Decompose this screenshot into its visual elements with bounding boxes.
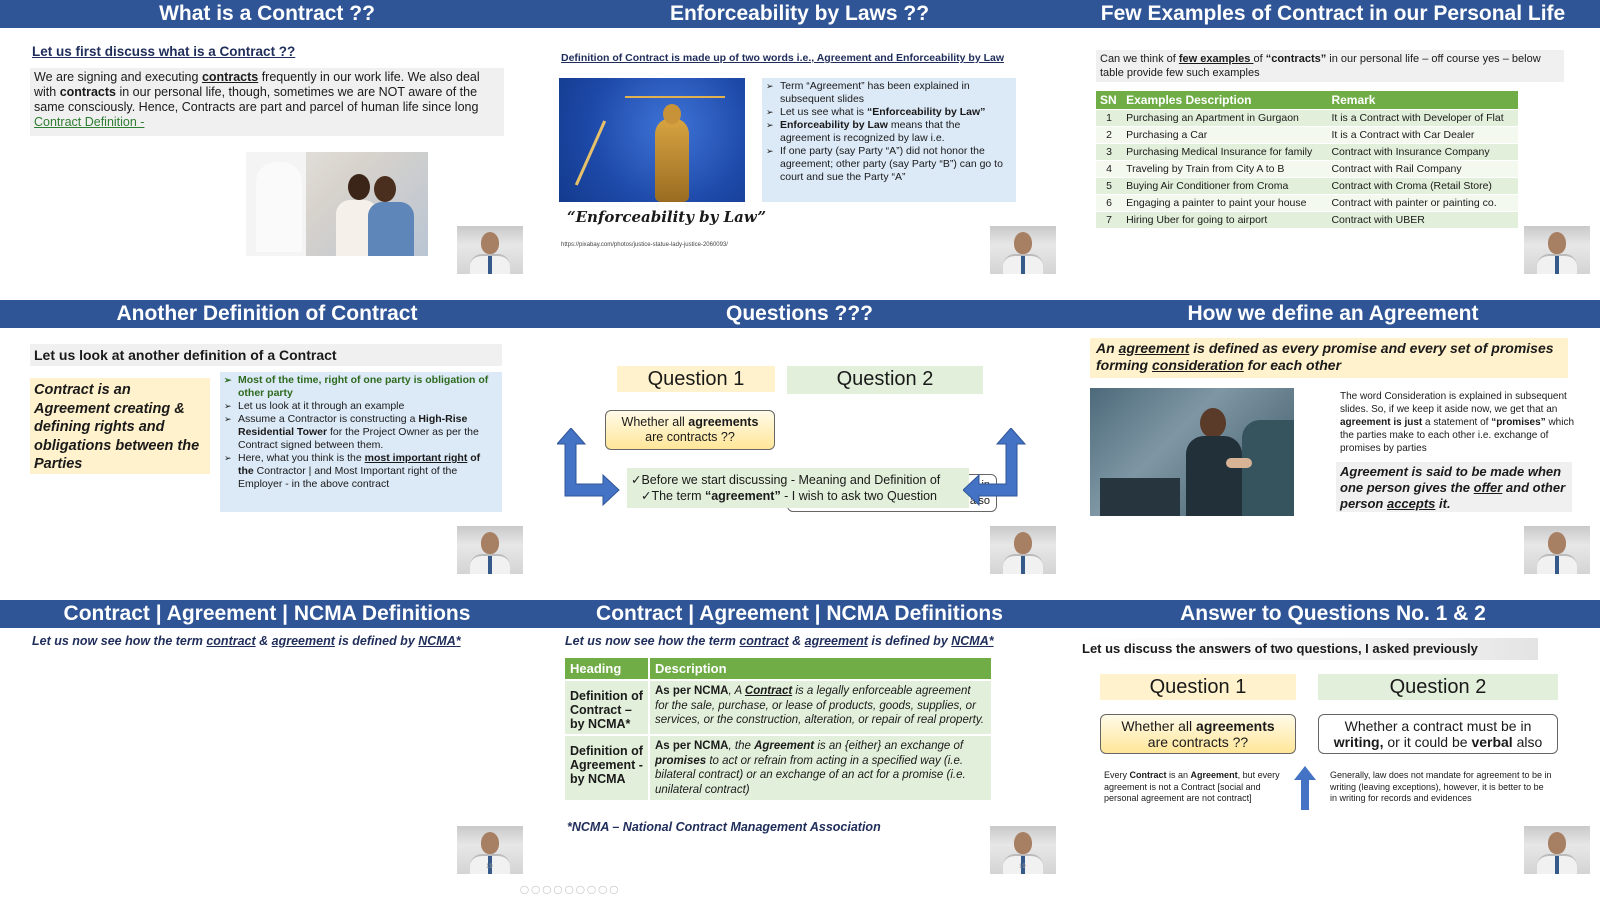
presenter-thumbnail (1524, 526, 1590, 574)
table-row: 7 Hiring Uber for going to airport Contract with UBER (1096, 212, 1518, 229)
bullet-item: ➢ Enforceability by Law means that the agreement is recognized by law i.e. (766, 119, 1012, 145)
column-header: SN (1096, 91, 1122, 110)
slide-title: Few Examples of Contract in our Personal Life (1066, 0, 1600, 28)
couple-keys-photo (246, 152, 428, 256)
bullet-item: ➢ Term “Agreement” has been explained in subsequent slides (766, 80, 1012, 106)
question-2-label: Question 2 (1318, 674, 1558, 700)
bullet-item: ➢ Let us see what is “Enforceability by Law” (766, 106, 1012, 119)
slide-title: How we define an Agreement (1066, 300, 1600, 328)
agreement-definition: An agreement is defined as every promise and every set of promises forming consideration for each other (1090, 338, 1568, 378)
ncma-footnote: *NCMA – National Contract Management Association (567, 820, 881, 834)
table-row: 5 Buying Air Conditioner from Croma Contract with Croma (Retail Store) (1096, 178, 1518, 195)
presenter-thumbnail (1524, 826, 1590, 874)
presenter-thumbnail (1524, 226, 1590, 274)
presenter-thumbnail (990, 526, 1056, 574)
image-source-url[interactable]: https://pixabay.com/photos/justice-statue-lady-justice-2060093/ (561, 242, 728, 248)
bullet-item: ➢ Let us look at it through an example (224, 400, 498, 413)
table-row: Definition of Agreement - by NCMA As per NCMA, the Agreement is an {either} an exchange of promises to act or refrain from acting in a specified way (i.e. bilateral contract) or an exchange of an act for a promise (i.e. unilateral contract) (565, 735, 992, 801)
table-row: 2 Purchasing a Car It is a Contract with Car Dealer (1096, 127, 1518, 144)
bullet-item: ➢ Most of the time, right of one party is obligation of other party (224, 374, 498, 400)
slide-number: 19 (1019, 864, 1026, 870)
bullet-item: ➢ Here, what you think is the most important right of the Contractor | and Most Important right of the Employer - in the above contract (224, 452, 498, 491)
slide-contract-examples[interactable] (1066, 0, 1600, 300)
slide-ncma-definitions[interactable] (533, 600, 1066, 900)
column-header: Remark (1327, 91, 1518, 110)
column-header: Examples Description (1122, 91, 1327, 110)
slide-heading: Let us look at another definition of a Contract (30, 344, 502, 366)
slide-title: Enforceability by Laws ?? (533, 0, 1066, 28)
slide-title: Contract | Agreement | NCMA Definitions (533, 600, 1066, 628)
bullet-item: ➢ Assume a Contractor is constructing a High-Rise Residential Tower for the Project Owner as per the Contract signed between them. (224, 413, 498, 452)
intro-paragraph: We are signing and executing contracts frequently in our work life. We also deal with contracts in our personal life, though, sometimes we are NOT aware of the same consciously. Hence, Contracts are part and parcel of human life since long Contract Definition - (30, 68, 504, 136)
contract-definition-link[interactable]: Contract Definition - (34, 115, 145, 129)
slide-title: Another Definition of Contract (0, 300, 533, 328)
lady-justice-photo (559, 78, 745, 202)
definition-box: Contract is an Agreement creating & defining rights and obligations between the Parties (30, 378, 210, 474)
slide-number: 19 (486, 864, 493, 870)
slide-title: Answer to Questions No. 1 & 2 (1066, 600, 1600, 628)
intro-paragraph: Can we think of few examples of “contracts” in our personal life – off course yes – below table provide few such examples (1096, 50, 1564, 82)
table-row: 1 Purchasing an Apartment in Gurgaon It is a Contract with Developer of Flat (1096, 110, 1518, 127)
arrow-left-icon (557, 428, 621, 508)
column-header: Description (649, 658, 992, 680)
question-1-label: Question 1 (617, 366, 775, 392)
examples-table (1096, 91, 1518, 229)
intro-note: ✓Before we start discussing - Meaning and Definition of ✓The term “agreement” - I wish to ask two Question (627, 468, 969, 508)
slide-answers[interactable] (1066, 600, 1600, 900)
slide-enforceability[interactable] (533, 0, 1066, 300)
presenter-thumbnail (990, 226, 1056, 274)
slide-heading: Let us discuss the answers of two questions, I asked previously (1076, 638, 1538, 660)
arrow-right-icon (963, 428, 1027, 508)
question-2-label: Question 2 (787, 366, 983, 394)
slide-heading: Let us first discuss what is a Contract ?? (32, 44, 296, 59)
slideshow-toolbar[interactable] (520, 885, 618, 894)
slide-questions[interactable] (533, 300, 1066, 600)
answer-2-text: Generally, law does not mandate for agreement to be in writing (leaving exceptions), however, it is better to be in writing for records and evidences (1330, 770, 1552, 803)
question-2-box: Whether a contract must be in writing, or it could be verbal also (1318, 714, 1558, 754)
question-1-box: Whether all agreements are contracts ?? (605, 410, 775, 450)
ncma-definitions-table (565, 658, 993, 802)
bullet-item: ➢ If one party (say Party “A”) did not honor the agreement; other party (say Party “B”) can go to court and sue the Party “A” (766, 145, 1012, 184)
slide-title: Questions ??? (533, 300, 1066, 328)
presenter-thumbnail (457, 226, 523, 274)
presenter-thumbnail (457, 526, 523, 574)
toolbar-icon[interactable]: ◯ ◯ ◯ ◯ ◯ ◯ ◯ ◯ ◯ (520, 885, 619, 894)
answer-1-text: Every Contract is an Agreement, but every agreement is not a Contract [social and personal agreement are not contract] (1104, 770, 1280, 803)
slide-ncma-intro[interactable] (0, 600, 533, 900)
image-caption: “Enforceability by Law” (567, 208, 766, 226)
consideration-paragraph: The word Consideration is explained in subsequent slides. So, if we keep it aside now, we get that an agreement is just a statement of “promises” which the parties make to each other i.e. exchange of promises by parties (1340, 391, 1575, 454)
handshake-photo (1090, 388, 1294, 516)
intro-line: Let us now see how the term contract & agreement is defined by NCMA* (565, 634, 994, 648)
question-1-label: Question 1 (1100, 674, 1296, 700)
offer-acceptance-box: Agreement is said to be made when one person gives the offer and other person accepts it. (1336, 462, 1572, 512)
table-row: 3 Purchasing Medical Insurance for family Contract with Insurance Company (1096, 144, 1518, 161)
column-header: Heading (565, 658, 649, 680)
arrow-up-icon (1294, 766, 1316, 810)
example-bullets (220, 372, 502, 512)
question-2-box-behind: also (787, 474, 997, 512)
intro-line: Let us now see how the term contract & agreement is defined by NCMA* (32, 634, 461, 648)
slide-title: What is a Contract ?? (0, 0, 533, 28)
table-row: 6 Engaging a painter to paint your house Contract with painter or painting co. (1096, 195, 1518, 212)
slide-heading: Definition of Contract is made up of two words i.e., Agreement and Enforceability by Law (561, 52, 1004, 64)
table-row: Definition of Contract – by NCMA* As per NCMA, A Contract is a legally enforceable agreement for the sale, purchase, or lease of products, goods, supplies, or services, or the construction, alteration, or repair of real property. (565, 680, 992, 735)
slide-what-is-contract[interactable] (0, 0, 533, 300)
slide-title: Contract | Agreement | NCMA Definitions (0, 600, 533, 628)
enforceability-bullets (762, 78, 1016, 202)
slide-define-agreement[interactable] (1066, 300, 1600, 600)
question-1-box: Whether all agreements are contracts ?? (1100, 714, 1296, 754)
slide-another-definition[interactable] (0, 300, 533, 600)
table-row: 4 Traveling by Train from City A to B Contract with Rail Company (1096, 161, 1518, 178)
